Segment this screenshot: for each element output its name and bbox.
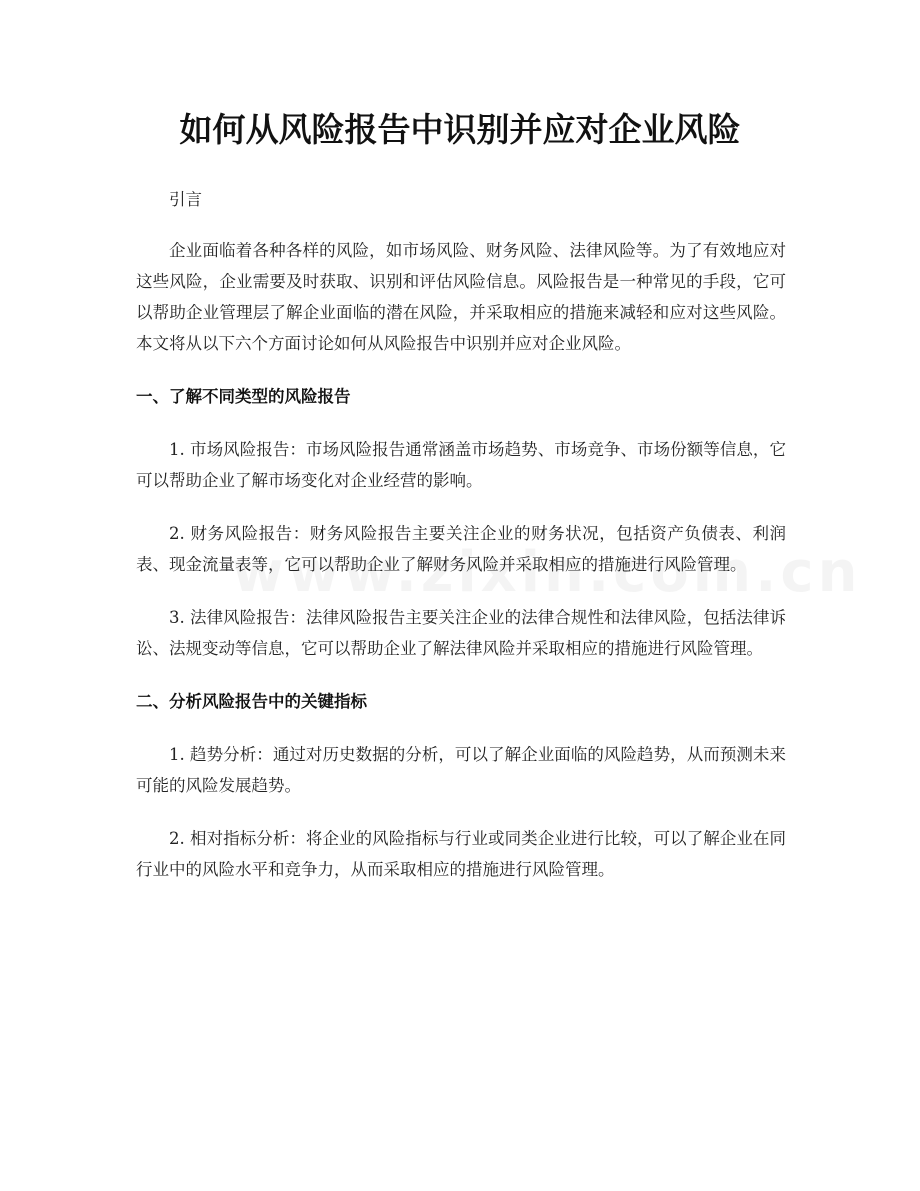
section-2-item-1: 1. 趋势分析：通过对历史数据的分析，可以了解企业面临的风险趋势，从而预测未来可能的风险发展趋势。 [136,745,786,795]
document-body [136,184,786,907]
document-title: 如何从风险报告中识别并应对企业风险 [179,110,741,149]
intro-paragraph: 企业面临着各种各样的风险，如市场风险、财务风险、法律风险等。为了有效地应对这些风险，企业需要及时获取、识别和评估风险信息。风险报告是一种常见的手段，它可以帮助企业管理层了解企业面临的潜在风险，并采取相应的措施来减轻和应对这些风险。本文将从以下六个方面讨论如何从风险报告中识别并应对企业风险。 [136,241,786,353]
intro-label: 引言 [169,190,202,209]
section-1-item-2: 2. 财务风险报告：财务风险报告主要关注企业的财务状况，包括资产负债表、利润表、现金流量表等，它可以帮助企业了解财务风险并采取相应的措施进行风险管理。 [136,524,786,574]
section-1-item-1: 1. 市场风险报告：市场风险报告通常涵盖市场趋势、市场竞争、市场份额等信息，它可以帮助企业了解市场变化对企业经营的影响。 [136,440,786,490]
section-2-item-2: 2. 相对指标分析：将企业的风险指标与行业或同类企业进行比较，可以了解企业在同行业中的风险水平和竞争力，从而采取相应的措施进行风险管理。 [136,829,786,879]
section-1-item-3: 3. 法律风险报告：法律风险报告主要关注企业的法律合规性和法律风险，包括法律诉讼、法规变动等信息，它可以帮助企业了解法律风险并采取相应的措施进行风险管理。 [136,608,786,658]
section-heading-2: 二、分析风险报告中的关键指标 [136,692,367,711]
section-heading-1: 一、了解不同类型的风险报告 [136,387,351,406]
